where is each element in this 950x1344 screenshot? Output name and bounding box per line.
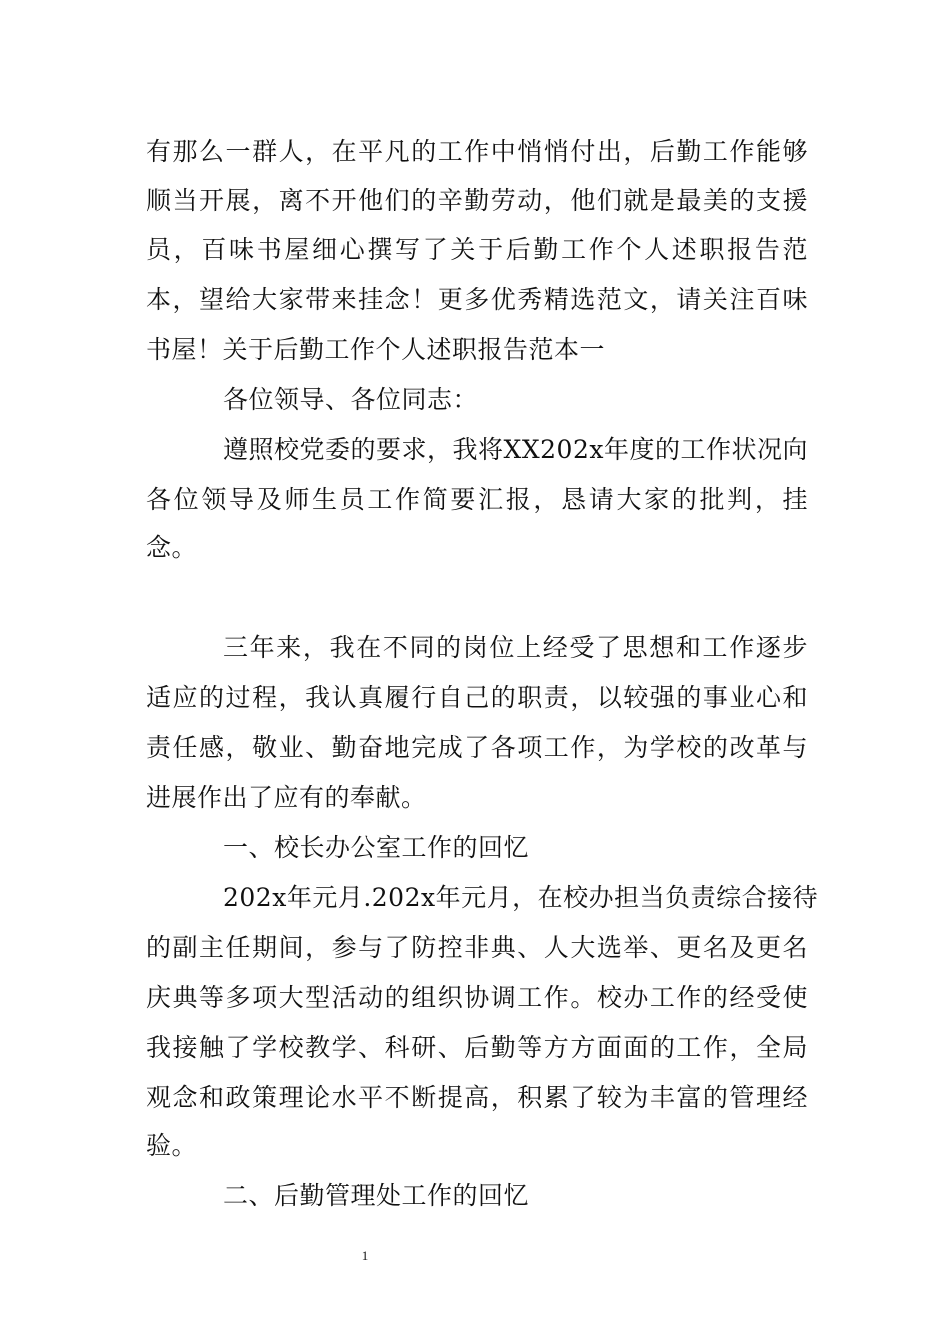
summary-line-1: 三年来，我在不同的岗位上经受了思想和工作逐步 — [223, 633, 808, 662]
office-work-line-5: 观念和政策理论水平不断提高，积累了较为丰富的管理经 — [146, 1083, 808, 1112]
opening-line-2: 各位领导及师生员工作简要汇报，恳请大家的批判，挂 — [146, 485, 808, 514]
intro-line-2: 顺当开展，离不开他们的辛勤劳动，他们就是最美的支援 — [146, 186, 808, 215]
summary-line-2: 适应的过程，我认真履行自己的职责，以较强的事业心和 — [146, 683, 808, 712]
office-work-line-6: 验。 — [146, 1131, 198, 1160]
office-work-line-2: 的副主任期间，参与了防控非典、人大选举、更名及更名 — [146, 933, 808, 962]
intro-line-3: 员，百味书屋细心撰写了关于后勤工作个人述职报告范 — [146, 235, 808, 264]
intro-line-5: 书屋！关于后勤工作个人述职报告范本一 — [146, 335, 606, 364]
office-work-line-4: 我接触了学校教学、科研、后勤等方方面面的工作，全局 — [146, 1033, 808, 1062]
office-work-line-1: 202x年元月.202x年元月，在校办担当负责综合接待 — [223, 883, 819, 912]
summary-line-3: 责任感，敬业、勤奋地完成了各项工作，为学校的改革与 — [146, 733, 808, 762]
opening-line-1: 遵照校党委的要求，我将XX202x年度的工作状况向 — [223, 435, 808, 464]
summary-line-4: 进展作出了应有的奉献。 — [146, 783, 427, 812]
office-work-line-3: 庆典等多项大型活动的组织协调工作。校办工作的经受使 — [146, 983, 808, 1012]
opening-line-3: 念。 — [146, 533, 198, 562]
intro-line-1: 有那么一群人，在平凡的工作中悄悄付出，后勤工作能够 — [146, 137, 808, 166]
salutation: 各位领导、各位同志： — [223, 385, 479, 414]
intro-line-4: 本，望给大家带来挂念！更多优秀精选范文，请关注百味 — [146, 285, 808, 314]
section-heading-office: 一、校长办公室工作的回忆 — [223, 833, 530, 862]
section-heading-logistics: 二、后勤管理处工作的回忆 — [223, 1181, 530, 1210]
page-number: 1 — [361, 1248, 369, 1263]
